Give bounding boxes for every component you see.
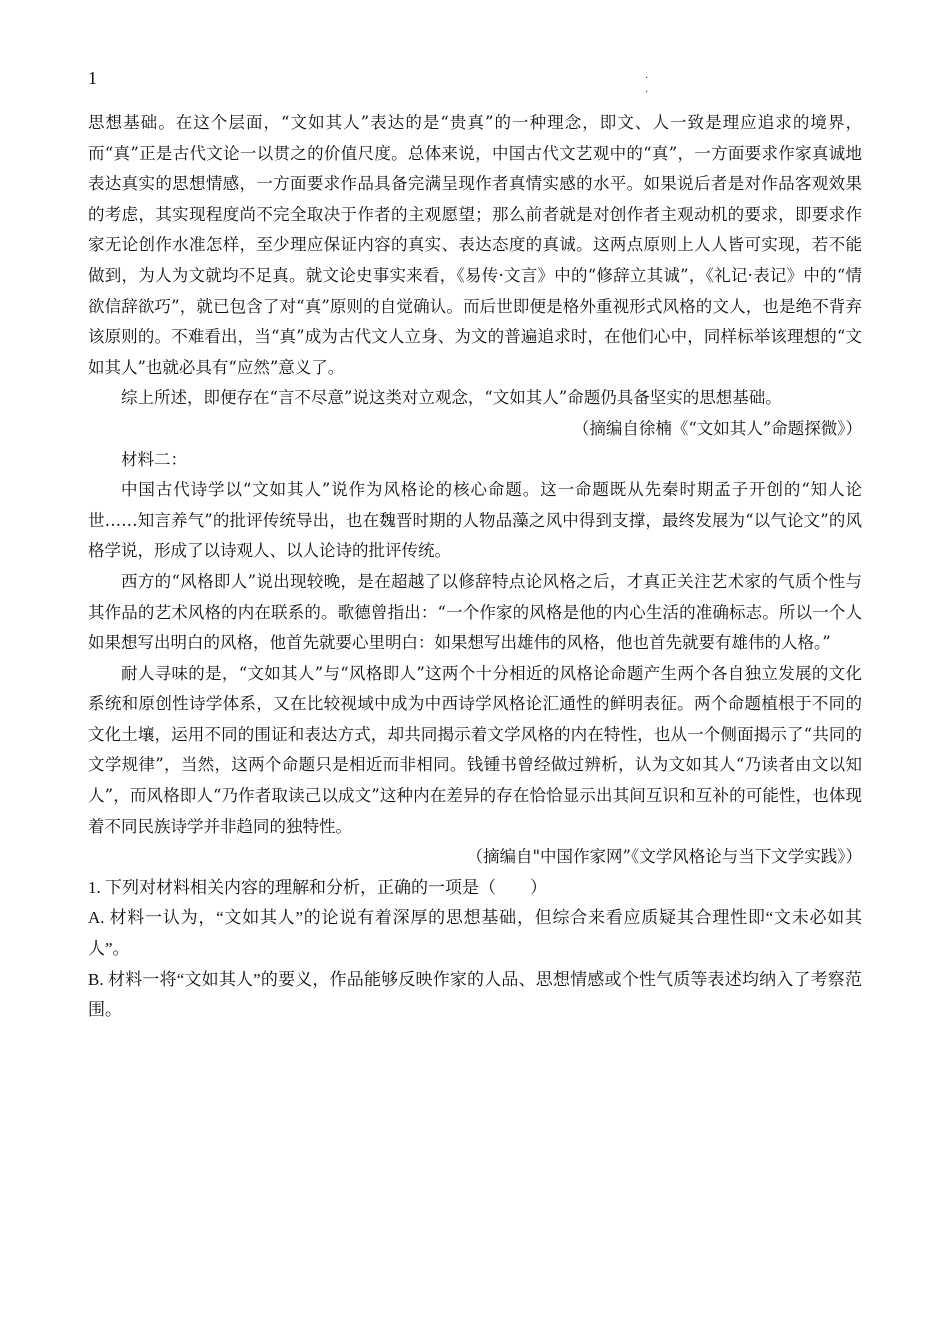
question-stem: 1. 下列对材料相关内容的理解和分析，正确的一项是（ ） [88, 877, 547, 897]
material2-source: （摘编自"中国作家网”《文学风格论与当下文学实践》） [466, 847, 862, 867]
material1-conclusion: 综上所述，即便存在“言不尽意”说这类对立观念，“文如其人”命题仍具备坚实的思想基础。 [121, 388, 782, 408]
option-b: B. 材料一将“文如其人”的要义，作品能够反映作家的人品、思想情感或个性气质等表述均纳入了考察范围。 [88, 969, 862, 1020]
dots-mark: · · [645, 73, 649, 98]
material2-paragraph: 西方的“风格即人”说出现较晚，是在超越了以修辞特点论风格之后，才真正关注艺术家的气质个性与其作品的艺术风格的内在联系的。歌德曾指出：“一个作家的风格是他的内心生活的准确标志。所以一个人如果想写出明白的风格，他首先就要心里明白：如果想写出雄伟的风格，他也首先就要有雄伟的人格。” [88, 571, 862, 653]
option-a: A. 材料一认为，“文如其人”的论说有着深厚的思想基础，但综合来看应质疑其合理性即“文未必如其人”。 [88, 908, 862, 959]
material1-paragraph: 思想基础。在这个层面，“文如其人”表达的是“贵真”的一种理念，即文、人一致是理应追求的境界，而“真”正是古代文论一以贯之的价值尺度。总体来说，中国古代文艺观中的“真”，一方面要求作家真诚地表达真实的思想情感，一方面要求作品具备完满呈现作者真情实感的水平。如果说后者是对作品客观效果的考虑，其实现程度尚不完全取决于作者的主观愿望；那么前者就是对创作者主观动机的要求，即要求作家无论创作水准怎样，至少理应保证内容的真实、表达态度的真诚。这两点原则上人人皆可实现，若不能做到，为人为文就均不足真。就文论史事实来看，《易传·文言》中的“修辞立其诚”，《礼记·表记》中的“情欲信辞欲巧”，就已包含了对“真”原则的自觉确认。而后世即便是格外重视形式风格的文人，也是绝不背弃该原则的。不难看出，当“真”成为古代文人立身、为文的普遍追求时，在他们心中，同样标举该理想的“文如其人”也就必具有“应然”意义了。 [88, 113, 862, 377]
material2-paragraph: 中国古代诗学以“文如其人”说作为风格论的核心命题。这一命题既从先秦时期孟子开创的“知人论世……知言养气”的批评传统导出，也在魏晋时期的人物品藻之风中得到支撑，最终发展为“以气论文”的风格学说，形成了以诗观人、以人论诗的批评传统。 [88, 480, 862, 561]
material1-source: （摘编自徐楠《“文如其人”命题探微》） [572, 418, 862, 438]
document-body [88, 108, 862, 1026]
material2-heading: 材料二： [121, 449, 187, 469]
page-number: 1 [88, 68, 97, 88]
material2-paragraph: 耐人寻味的是，“文如其人”与“风格即人”这两个十分相近的风格论命题产生两个各自独立发展的文化系统和原创性诗学体系，又在比较视域中成为中西诗学风格论汇通性的鲜明表征。两个命题植根于不同的文化土壤，运用不同的围证和表达方式，却共同揭示着文学风格的内在特性，也从一个侧面揭示了“共同的文学规律”，当然，这两个命题只是相近而非相同。钱锺书曾经做过辨析，认为文如其人“乃读者由文以知人”，而风格即人“乃作者取读己以成文”这种内在差异的存在恰恰显示出其间互识和互补的可能性，也体现着不同民族诗学并非趋同的独特性。 [88, 663, 862, 836]
